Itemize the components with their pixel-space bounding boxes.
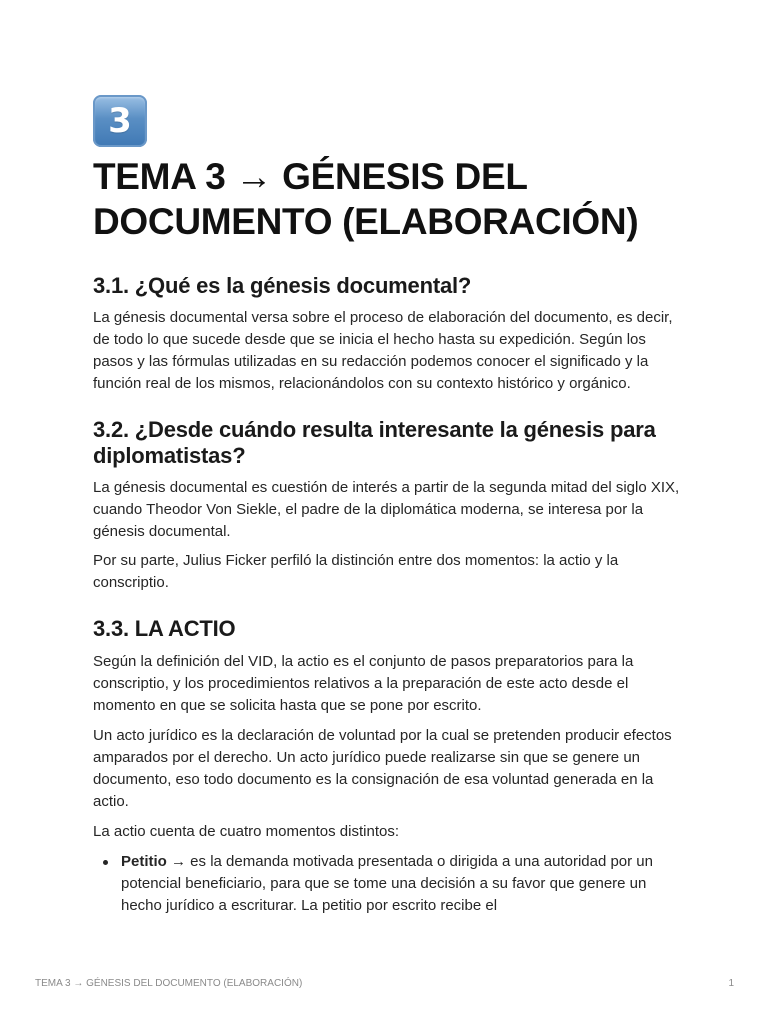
section-heading-3-2: 3.2. ¿Desde cuándo resulta interesante la génesis para diplomatistas? (93, 417, 656, 468)
page-title: TEMA 3 → GÉNESIS DEL DOCUMENTO (ELABORACIÓN) (93, 156, 639, 242)
paragraph: La génesis documental versa sobre el proceso de elaboración del documento, es decir, de todo lo que sucede desde que se inicia el hecho hasta su expedición. Según los pasos y las fórmulas utilizadas en su redacción podemos conocer el significado y la función real de los mismos, relacionándolos con su contexto histórico y orgánico. (93, 309, 673, 392)
list-item (93, 851, 683, 917)
paragraph: La actio cuenta de cuatro momentos distintos: (93, 823, 400, 840)
paragraph: La génesis documental es cuestión de interés a partir de la segunda mitad del siglo XIX, cuando Theodor Von Siekle, el padre de la diplomática moderna, se interesa por la génesis documental. (93, 479, 680, 540)
page-content (93, 95, 683, 917)
keycap-number: 3 (108, 101, 132, 141)
footer-running-title: TEMA 3 → GÉNESIS DEL DOCUMENTO (ELABORACIÓN) (35, 978, 303, 989)
section-heading-3-1: 3.1. ¿Qué es la génesis documental? (93, 273, 472, 298)
paragraph: Según la definición del VID, la actio es el conjunto de pasos preparatorios para la conscriptio, y los procedimientos relativos a la preparación de este acto desde el momento en que se solicita hasta que se pone por escrito. (93, 653, 634, 714)
paragraph: Por su parte, Julius Ficker perfiló la distinción entre dos momentos: la actio y la conscriptio. (93, 552, 619, 591)
page-footer (35, 978, 734, 990)
bullet-text: → es la demanda motivada presentada o dirigida a una autoridad por un potencial beneficiario, para que se tome una decisión a su favor que genere un hecho jurídico a escriturar. La petitio por escrito recibe el (121, 853, 653, 914)
bullet-list (93, 851, 683, 917)
section-heading-3-3: 3.3. LA ACTIO (93, 616, 236, 641)
bullet-term: Petitio (121, 853, 167, 870)
footer-page-number: 1 (728, 978, 734, 989)
keycap-number-icon (93, 95, 147, 147)
paragraph: Un acto jurídico es la declaración de voluntad por la cual se pretenden producir efectos amparados por el derecho. Un acto jurídico puede realizarse sin que se genere un documento, eso todo documento es la consignación de esa voluntad generada en la actio. (93, 727, 672, 810)
